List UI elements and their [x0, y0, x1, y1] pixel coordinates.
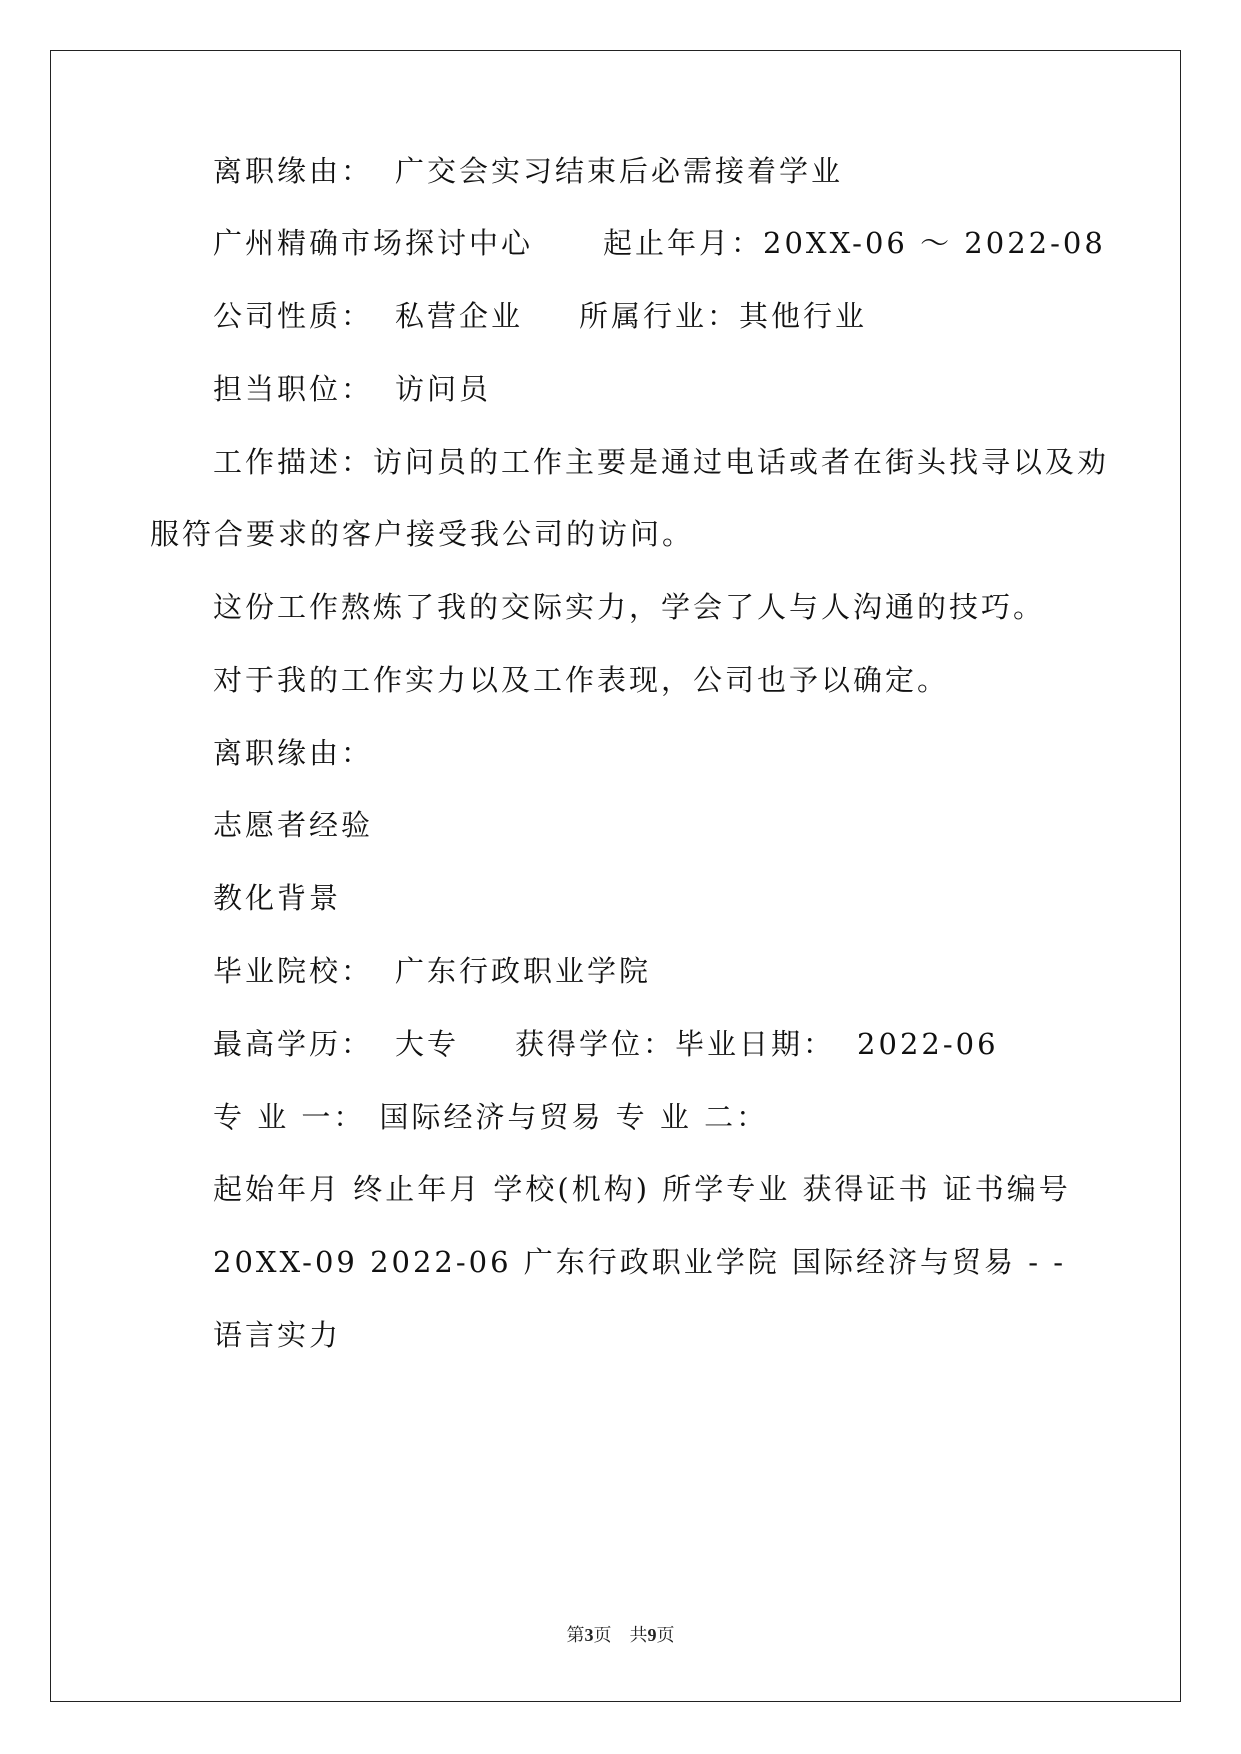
text-line: 专 业 一： 国际经济与贸易 专 业 二： — [213, 1100, 769, 1134]
text-line: 毕业院校： 广东行政职业学院 — [213, 954, 652, 988]
total-pages-number: 9 — [647, 1625, 657, 1645]
text-line: 广州精确市场探讨中心 起止年月：20XX-06 ～ 2022-08 — [213, 226, 1106, 260]
text-line: 公司性质： 私营企业 所属行业：其他行业 — [213, 299, 868, 333]
text-line: 离职缘由： — [213, 736, 374, 770]
page-footer: 第3页 共9页 — [566, 1625, 675, 1645]
text-line: 工作描述：访问员的工作主要是通过电话或者在街头找寻以及劝 — [213, 445, 1110, 479]
text-line: 起始年月 终止年月 学校(机构) 所学专业 获得证书 证书编号 — [213, 1172, 1071, 1206]
section-heading: 教化背景 — [213, 881, 342, 915]
text-line: 离职缘由： 广交会实习结束后必需接着学业 — [213, 154, 844, 188]
text-line: 担当职位： 访问员 — [213, 372, 492, 406]
text-line: 这份工作熬炼了我的交际实力，学会了人与人沟通的技巧。 — [213, 590, 1046, 624]
section-heading: 语言实力 — [213, 1318, 342, 1352]
text-line: 对于我的工作实力以及工作表现，公司也予以确定。 — [213, 663, 950, 697]
current-page-number: 3 — [584, 1625, 594, 1645]
section-heading: 志愿者经验 — [213, 808, 374, 842]
text-line: 20XX-09 2022-06 广东行政职业学院 国际经济与贸易 - - — [213, 1245, 1067, 1279]
text-line: 服符合要求的客户接受我公司的访问。 — [150, 517, 695, 551]
text-line: 最高学历： 大专 获得学位：毕业日期： 2022-06 — [213, 1027, 999, 1061]
